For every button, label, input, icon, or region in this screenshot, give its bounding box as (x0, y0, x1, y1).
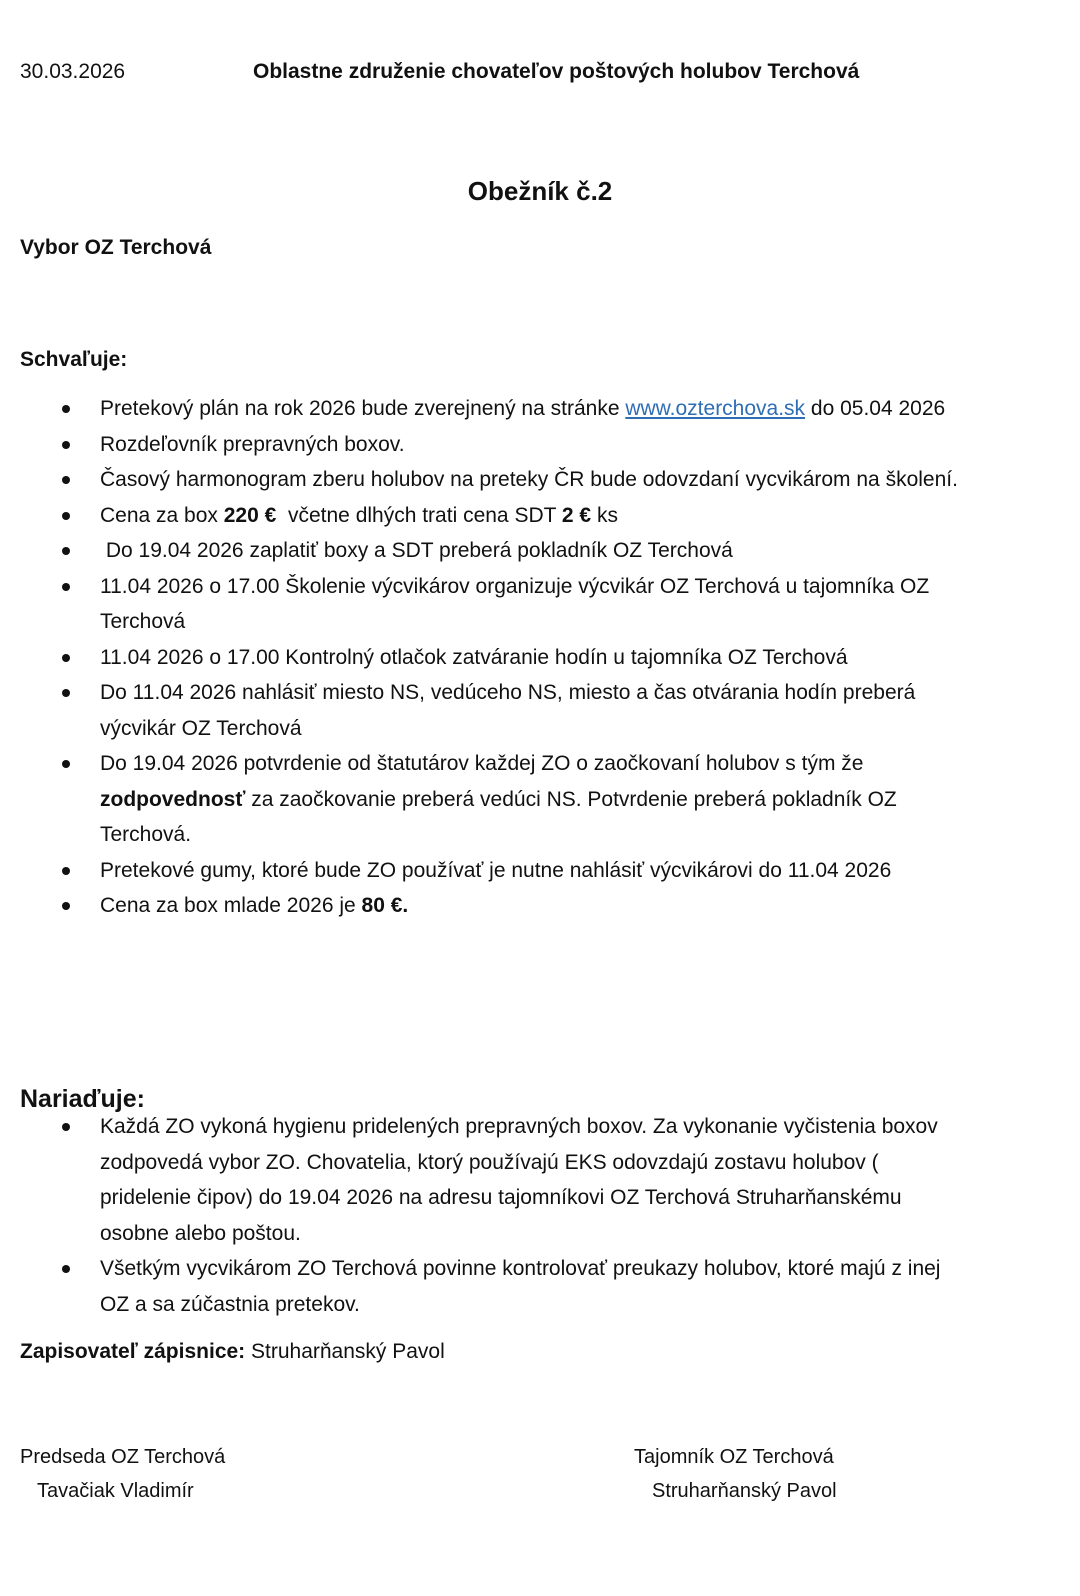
bullet-icon (62, 547, 70, 555)
bullet-icon (62, 441, 70, 449)
box-price: 220 € (223, 503, 277, 527)
recorder-label: Zapisovateľ zápisnice: (20, 1340, 246, 1363)
bullet-icon (62, 1265, 70, 1273)
list-item: Rozdeľovník prepravných boxov. (0, 427, 960, 463)
list-item: 11.04 2026 o 17.00 Školenie výcvikárov organizuje výcvikár OZ Terchová u tajomníka OZ Terchová (0, 569, 960, 640)
orders-list (0, 1109, 960, 1322)
list-item: Do 11.04 2026 nahlásiť miesto NS, vedúceho NS, miesto a čas otvárania hodín preberá výcvikár OZ Terchová (0, 675, 960, 746)
secretary-role: Tajomník OZ Terchová (634, 1446, 834, 1468)
organization-name: Oblastne združenie chovateľov poštových holubov Terchová (253, 60, 860, 83)
bullet-icon (62, 689, 70, 697)
list-item: Do 19.04 2026 potvrdenie od štatutárov každej ZO o zaočkovaní holubov s tým že zodpovednosť za zaočkovanie preberá vedúci NS. Potvrdenie preberá pokladník OZ Terchová. (0, 746, 960, 853)
website-link[interactable]: www.ozterchova.sk (625, 397, 806, 420)
chairman-role: Predseda OZ Terchová (20, 1446, 226, 1468)
list-item: Pretekové gumy, ktoré bude ZO používať je nutne nahlásiť výcvikárovi do 11.04 2026 (0, 853, 960, 889)
recorder-name: Struharňanský Pavol (245, 1340, 445, 1363)
bullet-icon (62, 760, 70, 768)
list-item: Každá ZO vykoná hygienu pridelených prepravných boxov. Za vykonanie vyčistenia boxov zodpovedá vybor ZO. Chovatelia, ktorý používajú EKS odovzdajú zostavu holubov ( pridelenie čipov) do 19.04 2026 na adresu tajomníkovi OZ Terchová Struharňanskému osobne alebo poštou. (0, 1109, 960, 1251)
list-item: Časový harmonogram zberu holubov na preteky ČR bude odovzdaní vycvikárom na školení. (0, 462, 960, 498)
bullet-icon (62, 654, 70, 662)
list-item: 11.04 2026 o 17.00 Kontrolný otlačok zatváranie hodín u tajomníka OZ Terchová (0, 640, 960, 676)
document-date: 30.03.2026 (20, 60, 126, 83)
recorder-line (20, 1340, 445, 1364)
approves-heading: Schvaľuje: (20, 348, 128, 371)
secretary-name: Struharňanský Pavol (652, 1480, 837, 1502)
list-item: Pretekový plán na rok 2026 bude zverejnený na stránke www.ozterchova.sk do 05.04 2026 (0, 391, 960, 427)
bullet-icon (62, 1123, 70, 1131)
list-item: Všetkým vycvikárom ZO Terchová povinne kontrolovať preukazy holubov, ktoré majú z inej OZ a sa zúčastnia pretekov. (0, 1251, 960, 1322)
document-title: Obežník č.2 (467, 176, 613, 206)
committee-name: Vybor OZ Terchová (20, 236, 212, 259)
bullet-icon (62, 405, 70, 413)
list-item: Do 19.04 2026 zaplatiť boxy a SDT preberá pokladník OZ Terchová (0, 533, 960, 569)
bullet-icon (62, 902, 70, 910)
list-item: Cena za box mlade 2026 je 80 €. (0, 888, 960, 924)
emphasis-text: zodpovednosť (100, 787, 246, 811)
chairman-name: Tavačiak Vladimír (37, 1480, 194, 1502)
orders-heading: Nariaďuje: (20, 1085, 145, 1113)
bullet-icon (62, 476, 70, 484)
list-item: Cena za box 220 € včetne dlhých trati cena SDT 2 € ks (0, 498, 960, 534)
approves-list (0, 391, 960, 924)
bullet-icon (62, 512, 70, 520)
young-box-price: 80 €. (361, 894, 409, 917)
sdt-price: 2 € (561, 503, 592, 527)
bullet-icon (62, 867, 70, 875)
bullet-icon (62, 583, 70, 591)
